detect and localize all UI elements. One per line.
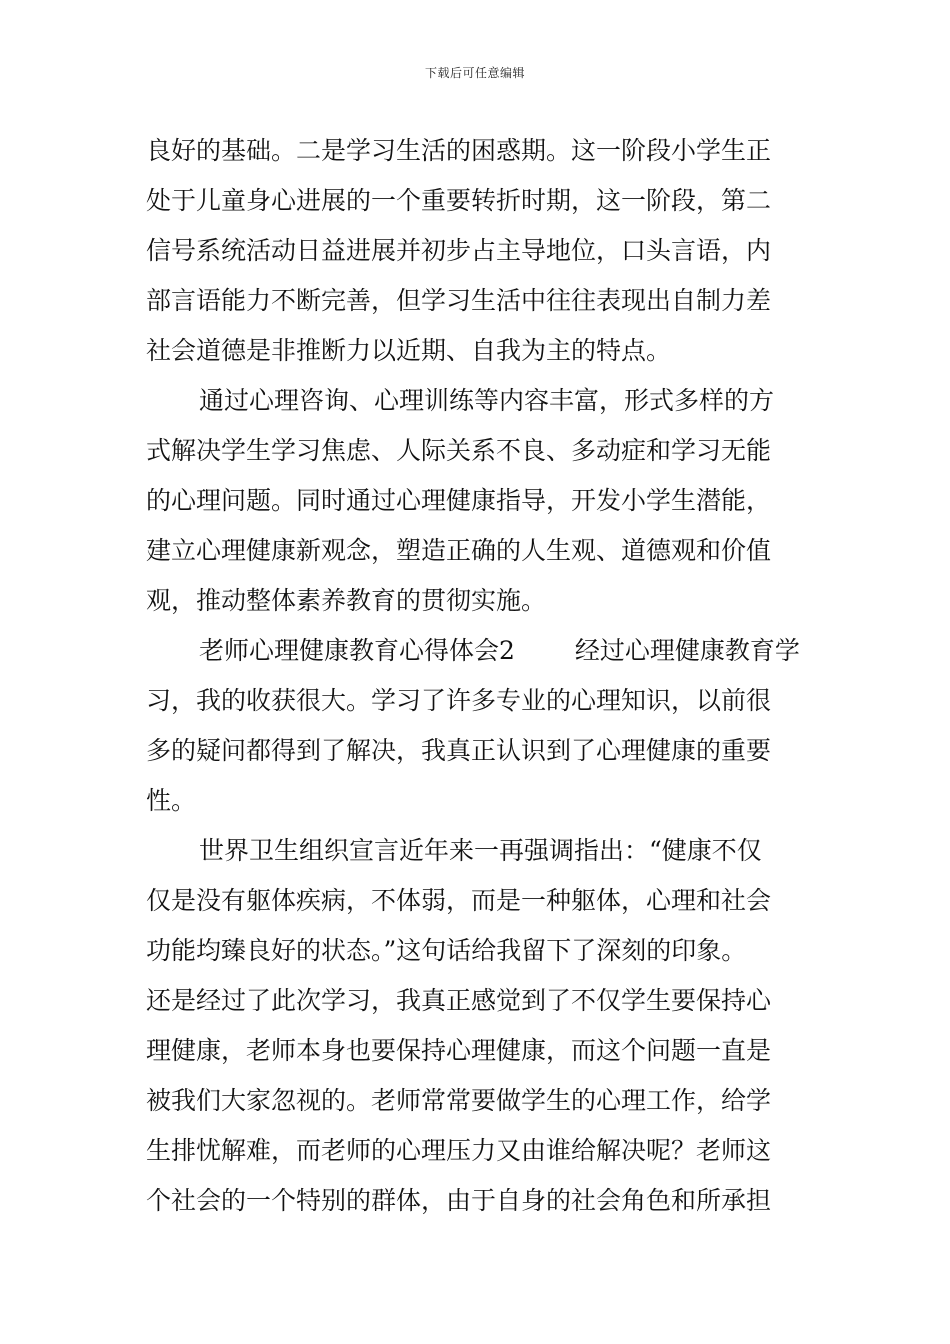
- text-line: 建立心理健康新观念，塑造正确的人生观、道德观和价值: [146, 536, 772, 565]
- heading-continuation: 经过心理健康教育学: [574, 636, 800, 665]
- text-line: 习，我的收获很大。学习了许多专业的心理知识，以前很: [146, 686, 772, 715]
- text-line: 观，推动整体素养教育的贯彻实施。: [146, 586, 547, 615]
- text-line: 式解决学生学习焦虑、人际关系不良、多动症和学习无能: [146, 436, 772, 465]
- text-line: 功能均臻良好的状态。”这句话给我留下了深刻的印象。: [146, 936, 747, 965]
- text-line: 的心理问题。同时通过心理健康指导，开发小学生潜能，: [146, 486, 772, 515]
- text-line: 多的疑问都得到了解决，我真正认识到了心理健康的重要: [146, 736, 772, 765]
- text-line: 生排忧解难，而老师的心理压力又由谁给解决呢？老师这: [146, 1136, 772, 1165]
- text-line: 性。: [146, 786, 197, 815]
- document-body: [146, 126, 811, 1226]
- paragraph-start-line: 通过心理咨询、心理训练等内容丰富，形式多样的方: [199, 386, 775, 415]
- text-line: 理健康，老师本身也要保持心理健康，而这个问题一直是: [146, 1036, 772, 1065]
- text-line: 良好的基础。二是学习生活的困惑期。这一阶段小学生正: [146, 136, 772, 165]
- text-line: 还是经过了此次学习，我真正感觉到了不仅学生要保持心: [146, 986, 772, 1015]
- text-line: 被我们大家忽视的。老师常常要做学生的心理工作，给学: [146, 1086, 772, 1115]
- text-line: 信号系统活动日益进展并初步占主导地位，口头言语，内: [146, 236, 772, 265]
- text-line: 仅是没有躯体疾病，不体弱，而是一种躯体，心理和社会: [146, 886, 772, 915]
- section-heading: 老师心理健康教育心得体会2: [199, 636, 515, 665]
- page-header: 下载后可任意编辑: [424, 66, 525, 80]
- text-line: 处于儿童身心进展的一个重要转折时期，这一阶段，第二: [146, 186, 772, 215]
- section-heading-line: [146, 626, 811, 676]
- text-line: 部言语能力不断完善，但学习生活中往往表现出自制力差: [146, 286, 772, 315]
- text-line: 社会道德是非推断力以近期、自我为主的特点。: [146, 336, 672, 365]
- text-line: 个社会的一个特别的群体，由于自身的社会角色和所承担: [146, 1186, 772, 1215]
- paragraph-start-line: 世界卫生组织宣言近年来一再强调指出：“健康不仅: [199, 836, 762, 865]
